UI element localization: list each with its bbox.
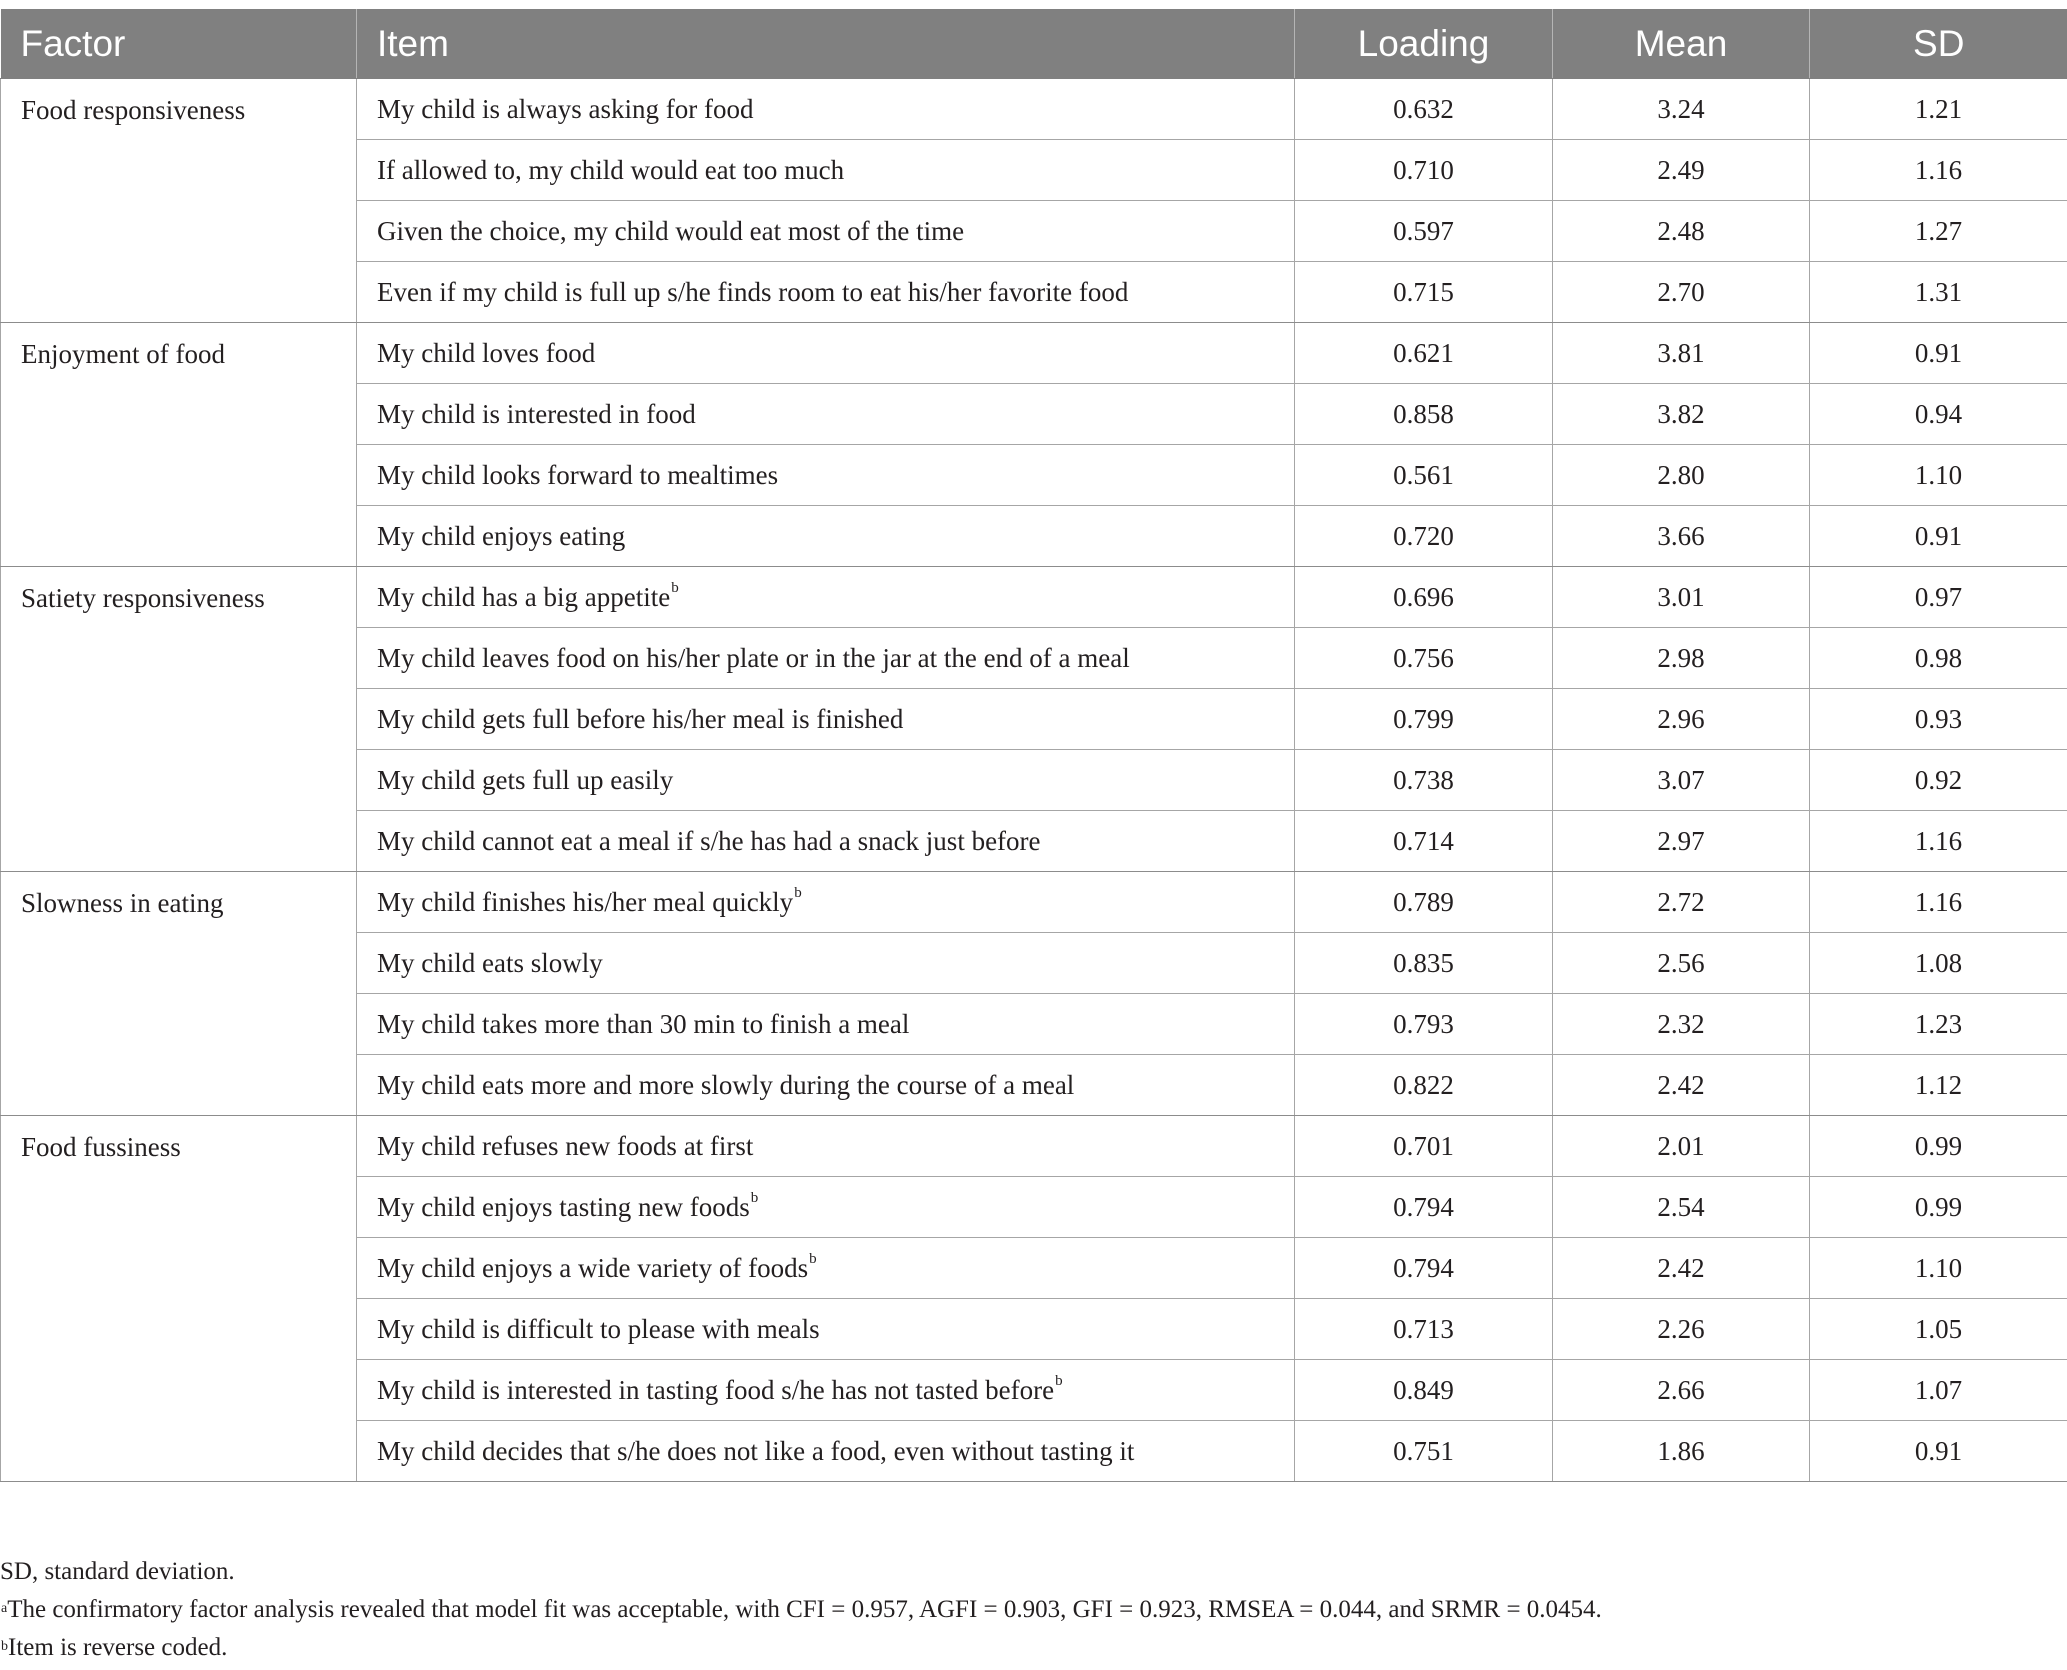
loading-cell: 0.751 <box>1295 1421 1553 1482</box>
loading-cell: 0.632 <box>1295 79 1553 140</box>
mean-cell: 2.70 <box>1553 262 1810 323</box>
item-text: My child loves food <box>377 337 596 368</box>
mean-cell: 2.01 <box>1553 1116 1810 1177</box>
sd-cell: 0.92 <box>1810 750 2067 811</box>
item-text: My child eats slowly <box>377 947 603 978</box>
mean-cell: 2.42 <box>1553 1055 1810 1116</box>
loading-cell: 0.561 <box>1295 445 1553 506</box>
loading-cell: 0.822 <box>1295 1055 1553 1116</box>
item-text: My child is difficult to please with meals <box>377 1313 820 1344</box>
item-text: My child enjoys a wide variety of foods <box>377 1252 809 1283</box>
sd-cell: 1.16 <box>1810 872 2067 933</box>
loading-cell: 0.715 <box>1295 262 1553 323</box>
loading-cell: 0.701 <box>1295 1116 1553 1177</box>
item-cell <box>357 1360 1295 1421</box>
mean-cell: 3.24 <box>1553 79 1810 140</box>
mean-cell: 3.82 <box>1553 384 1810 445</box>
sd-cell: 1.21 <box>1810 79 2067 140</box>
mean-cell: 2.97 <box>1553 811 1810 872</box>
loading-cell: 0.799 <box>1295 689 1553 750</box>
loading-cell: 0.714 <box>1295 811 1553 872</box>
item-cell <box>357 1116 1295 1177</box>
reverse-coded-marker: b <box>750 1189 759 1206</box>
footnote <box>0 1553 2067 1591</box>
table-body <box>1 79 2067 1482</box>
item-text: My child enjoys eating <box>377 520 626 551</box>
mean-cell: 2.26 <box>1553 1299 1810 1360</box>
loading-cell: 0.794 <box>1295 1177 1553 1238</box>
factor-cell: Food responsiveness <box>1 79 357 323</box>
item-text: My child refuses new foods at first <box>377 1130 754 1161</box>
mean-cell: 3.81 <box>1553 323 1810 384</box>
reverse-coded-marker: b <box>1055 1372 1063 1389</box>
item-text: My child decides that s/he does not like a food, even without tasting it <box>377 1435 1135 1466</box>
loading-cell: 0.756 <box>1295 628 1553 689</box>
item-text: My child finishes his/her meal quickly <box>377 886 794 917</box>
item-text: My child is always asking for food <box>377 93 754 124</box>
factor-cell: Food fussiness <box>1 1116 357 1482</box>
sd-cell: 0.91 <box>1810 1421 2067 1482</box>
item-text: My child gets full before his/her meal is finished <box>377 703 904 734</box>
sd-cell: 0.94 <box>1810 384 2067 445</box>
item-cell <box>357 994 1295 1055</box>
factor-cell: Satiety responsiveness <box>1 567 357 872</box>
mean-cell: 1.86 <box>1553 1421 1810 1482</box>
mean-cell: 2.66 <box>1553 1360 1810 1421</box>
loading-cell: 0.621 <box>1295 323 1553 384</box>
footnote-text: The confirmatory factor analysis revealed that model fit was acceptable, with CFI = 0.957, AGFI = 0.903, GFI = 0.923, RMSEA = 0.044, and SRMR = 0.0454. <box>7 1596 1602 1623</box>
table-footnotes <box>0 1553 2067 1667</box>
item-text: Even if my child is full up s/he finds room to eat his/her favorite food <box>377 276 1129 307</box>
loading-cell: 0.858 <box>1295 384 1553 445</box>
item-cell <box>357 811 1295 872</box>
loading-cell: 0.793 <box>1295 994 1553 1055</box>
item-cell <box>357 1299 1295 1360</box>
sd-cell: 0.91 <box>1810 506 2067 567</box>
sd-cell: 1.16 <box>1810 140 2067 201</box>
loading-cell: 0.738 <box>1295 750 1553 811</box>
header-loading: Loading <box>1295 9 1553 79</box>
loading-cell: 0.849 <box>1295 1360 1553 1421</box>
sd-cell: 1.05 <box>1810 1299 2067 1360</box>
item-cell <box>357 262 1295 323</box>
mean-cell: 2.32 <box>1553 994 1810 1055</box>
item-text: Given the choice, my child would eat most of the time <box>377 215 965 246</box>
header-row <box>1 9 2067 79</box>
footnote-text: SD, standard deviation. <box>0 1558 235 1585</box>
sd-cell: 1.27 <box>1810 201 2067 262</box>
loading-cell: 0.789 <box>1295 872 1553 933</box>
sd-cell: 0.93 <box>1810 689 2067 750</box>
item-cell <box>357 1421 1295 1482</box>
header-item: Item <box>357 9 1295 79</box>
sd-cell: 0.98 <box>1810 628 2067 689</box>
reverse-coded-marker: b <box>671 579 679 596</box>
loading-cell: 0.597 <box>1295 201 1553 262</box>
sd-cell: 1.10 <box>1810 445 2067 506</box>
item-text: My child is interested in tasting food s/he has not tasted before <box>377 1374 1055 1405</box>
item-text: My child gets full up easily <box>377 764 674 795</box>
table-row <box>1 872 2067 933</box>
footnote-marker: a <box>1 1601 8 1616</box>
sd-cell: 1.31 <box>1810 262 2067 323</box>
reverse-coded-marker: b <box>794 884 802 901</box>
item-cell <box>357 628 1295 689</box>
header-mean: Mean <box>1553 9 1810 79</box>
header-factor: Factor <box>1 9 357 79</box>
loading-cell: 0.696 <box>1295 567 1553 628</box>
item-cell <box>357 567 1295 628</box>
footnote-text: Item is reverse coded. <box>8 1634 228 1661</box>
item-cell <box>357 140 1295 201</box>
item-text: My child is interested in food <box>377 398 696 429</box>
table-row <box>1 567 2067 628</box>
item-cell <box>357 445 1295 506</box>
item-cell <box>357 933 1295 994</box>
factor-cell: Slowness in eating <box>1 872 357 1116</box>
mean-cell: 2.98 <box>1553 628 1810 689</box>
item-cell <box>357 323 1295 384</box>
sd-cell: 1.10 <box>1810 1238 2067 1299</box>
item-cell <box>357 872 1295 933</box>
item-cell <box>357 689 1295 750</box>
item-text: My child enjoys tasting new foods <box>377 1191 750 1222</box>
footnote <box>0 1629 2067 1667</box>
sd-cell: 1.16 <box>1810 811 2067 872</box>
loading-cell: 0.710 <box>1295 140 1553 201</box>
sd-cell: 1.08 <box>1810 933 2067 994</box>
table-row <box>1 79 2067 140</box>
item-text: My child looks forward to mealtimes <box>377 459 779 490</box>
item-cell <box>357 79 1295 140</box>
sd-cell: 0.99 <box>1810 1177 2067 1238</box>
mean-cell: 2.42 <box>1553 1238 1810 1299</box>
header-sd: SD <box>1810 9 2067 79</box>
footnote-marker: b <box>1 1639 8 1654</box>
mean-cell: 2.96 <box>1553 689 1810 750</box>
sd-cell: 0.91 <box>1810 323 2067 384</box>
sd-cell: 1.07 <box>1810 1360 2067 1421</box>
item-cell <box>357 1238 1295 1299</box>
sd-cell: 1.12 <box>1810 1055 2067 1116</box>
item-cell <box>357 506 1295 567</box>
item-cell <box>357 201 1295 262</box>
item-text: If allowed to, my child would eat too much <box>377 154 845 185</box>
mean-cell: 2.49 <box>1553 140 1810 201</box>
reverse-coded-marker: b <box>809 1250 817 1267</box>
table-row <box>1 1116 2067 1177</box>
mean-cell: 2.54 <box>1553 1177 1810 1238</box>
mean-cell: 3.66 <box>1553 506 1810 567</box>
mean-cell: 3.01 <box>1553 567 1810 628</box>
item-cell <box>357 750 1295 811</box>
table-row <box>1 323 2067 384</box>
item-cell <box>357 1055 1295 1116</box>
factor-loadings-table <box>0 9 2067 1482</box>
item-text: My child has a big appetite <box>377 581 671 612</box>
mean-cell: 2.80 <box>1553 445 1810 506</box>
sd-cell: 0.97 <box>1810 567 2067 628</box>
sd-cell: 1.23 <box>1810 994 2067 1055</box>
item-cell <box>357 384 1295 445</box>
item-cell <box>357 1177 1295 1238</box>
footnote <box>0 1591 2067 1629</box>
factor-table-container <box>0 9 2067 1482</box>
mean-cell: 2.48 <box>1553 201 1810 262</box>
loading-cell: 0.794 <box>1295 1238 1553 1299</box>
item-text: My child eats more and more slowly during the course of a meal <box>377 1069 1075 1100</box>
loading-cell: 0.713 <box>1295 1299 1553 1360</box>
item-text: My child leaves food on his/her plate or in the jar at the end of a meal <box>377 642 1130 673</box>
mean-cell: 3.07 <box>1553 750 1810 811</box>
mean-cell: 2.72 <box>1553 872 1810 933</box>
sd-cell: 0.99 <box>1810 1116 2067 1177</box>
loading-cell: 0.720 <box>1295 506 1553 567</box>
loading-cell: 0.835 <box>1295 933 1553 994</box>
mean-cell: 2.56 <box>1553 933 1810 994</box>
factor-cell: Enjoyment of food <box>1 323 357 567</box>
item-text: My child cannot eat a meal if s/he has had a snack just before <box>377 825 1041 856</box>
item-text: My child takes more than 30 min to finish a meal <box>377 1008 910 1039</box>
